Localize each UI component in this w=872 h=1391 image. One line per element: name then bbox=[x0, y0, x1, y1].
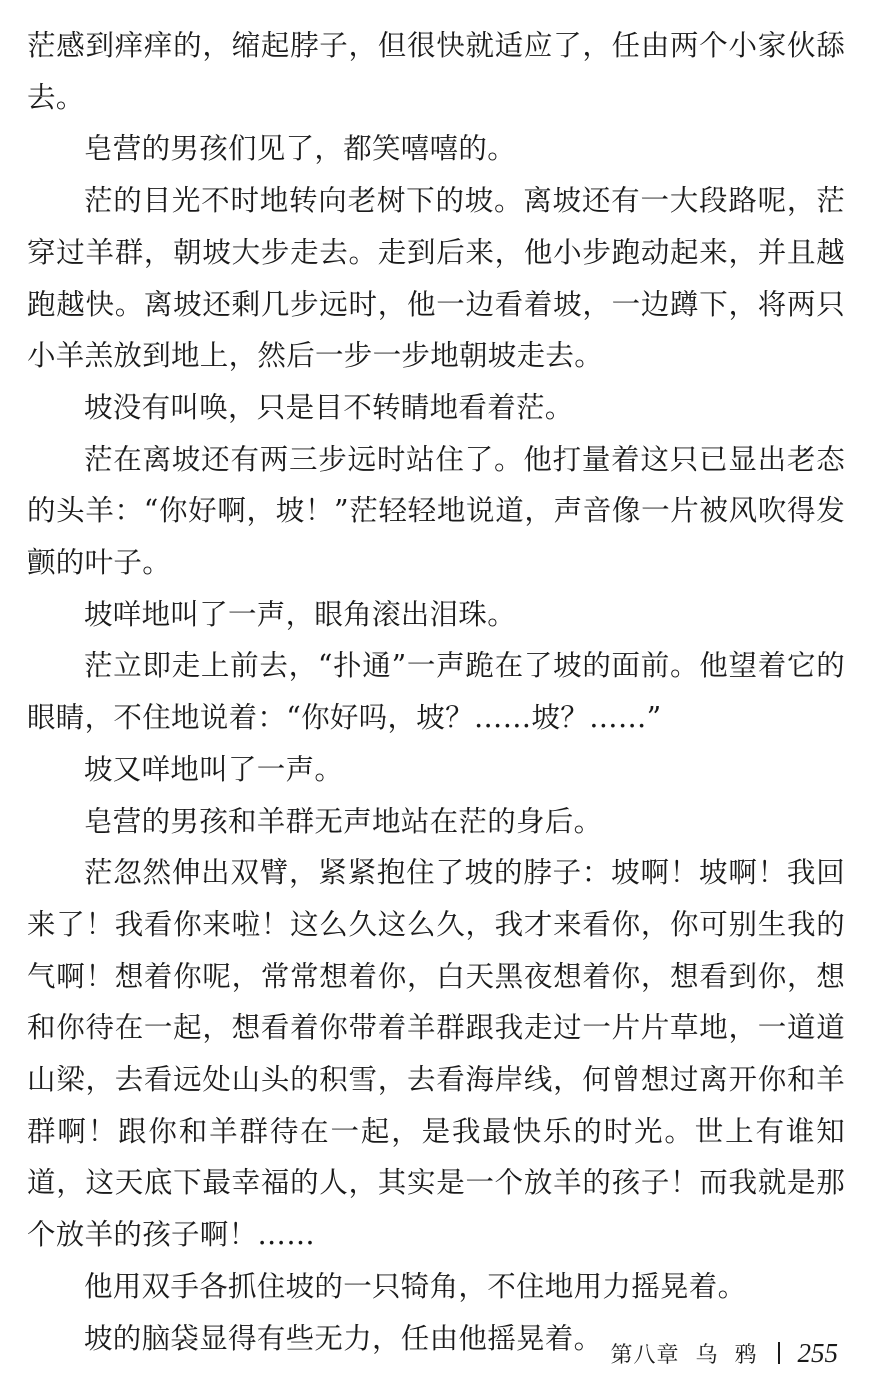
paragraph-2: 皂营的男孩们见了，都笑嘻嘻的。 bbox=[84, 132, 517, 166]
paragraph-4: 坡没有叫唤，只是目不转睛地看着茫。 bbox=[84, 390, 574, 424]
page-body bbox=[27, 20, 845, 1364]
paragraph-6: 坡咩地叫了一声，眼角滚出泪珠。 bbox=[84, 597, 517, 631]
paragraph-7: 茫立即走上前去，“扑通”一声跪在了坡的面前。他望着它的眼睛，不住地说着：“你好吗，坡？……坡？……” bbox=[27, 649, 845, 735]
paragraph-12: 坡的脑袋显得有些无力，任由他摇晃着。 bbox=[84, 1321, 603, 1355]
paragraph-3: 茫的目光不时地转向老树下的坡。离坡还有一大段路呢，茫穿过羊群，朝坡大步走去。走到后来，他小步跑动起来，并且越跑越快。离坡还剩几步远时，他一边看着坡，一边蹲下，将两只小羊羔放到地上，然后一步一步地朝坡走去。 bbox=[27, 184, 845, 373]
paragraph-9: 皂营的男孩和羊群无声地站在茫的身后。 bbox=[84, 804, 603, 838]
paragraph-1: 茫感到痒痒的，缩起脖子，但很快就适应了，任由两个小家伙舔去。 bbox=[27, 29, 845, 114]
page-footer bbox=[611, 1333, 839, 1373]
paragraph-5: 茫在离坡还有两三步远时站住了。他打量着这只已显出老态的头羊：“你好啊，坡！”茫轻轻地说道，声音像一片被风吹得发颤的叶子。 bbox=[27, 442, 845, 580]
chapter-title: 第八章 乌 鸦 bbox=[610, 1342, 758, 1368]
paragraph-10: 茫忽然伸出双臂，紧紧抱住了坡的脖子：坡啊！坡啊！我回来了！我看你来啦！这么久这么久，我才来看你，你可别生我的气啊！想着你呢，常常想着你，白天黑夜想着你，想看到你，想和你待在一起，想看着你带着羊群跟我走过一片片草地，一道道山梁，去看远处山头的积雪，去看海岸线，何曾想过离开你和羊群啊！跟你和羊群待在一起，是我最快乐的时光。世上有谁知道，这天底下最幸福的人，其实是一个放羊的孩子！而我就是那个放羊的孩子啊！…… bbox=[27, 856, 845, 1252]
footer-divider bbox=[778, 1342, 780, 1364]
paragraph-11: 他用双手各抓住坡的一只犄角，不住地用力摇晃着。 bbox=[84, 1269, 747, 1303]
paragraph-8: 坡又咩地叫了一声。 bbox=[84, 752, 344, 786]
page-number: 255 bbox=[797, 1337, 838, 1368]
